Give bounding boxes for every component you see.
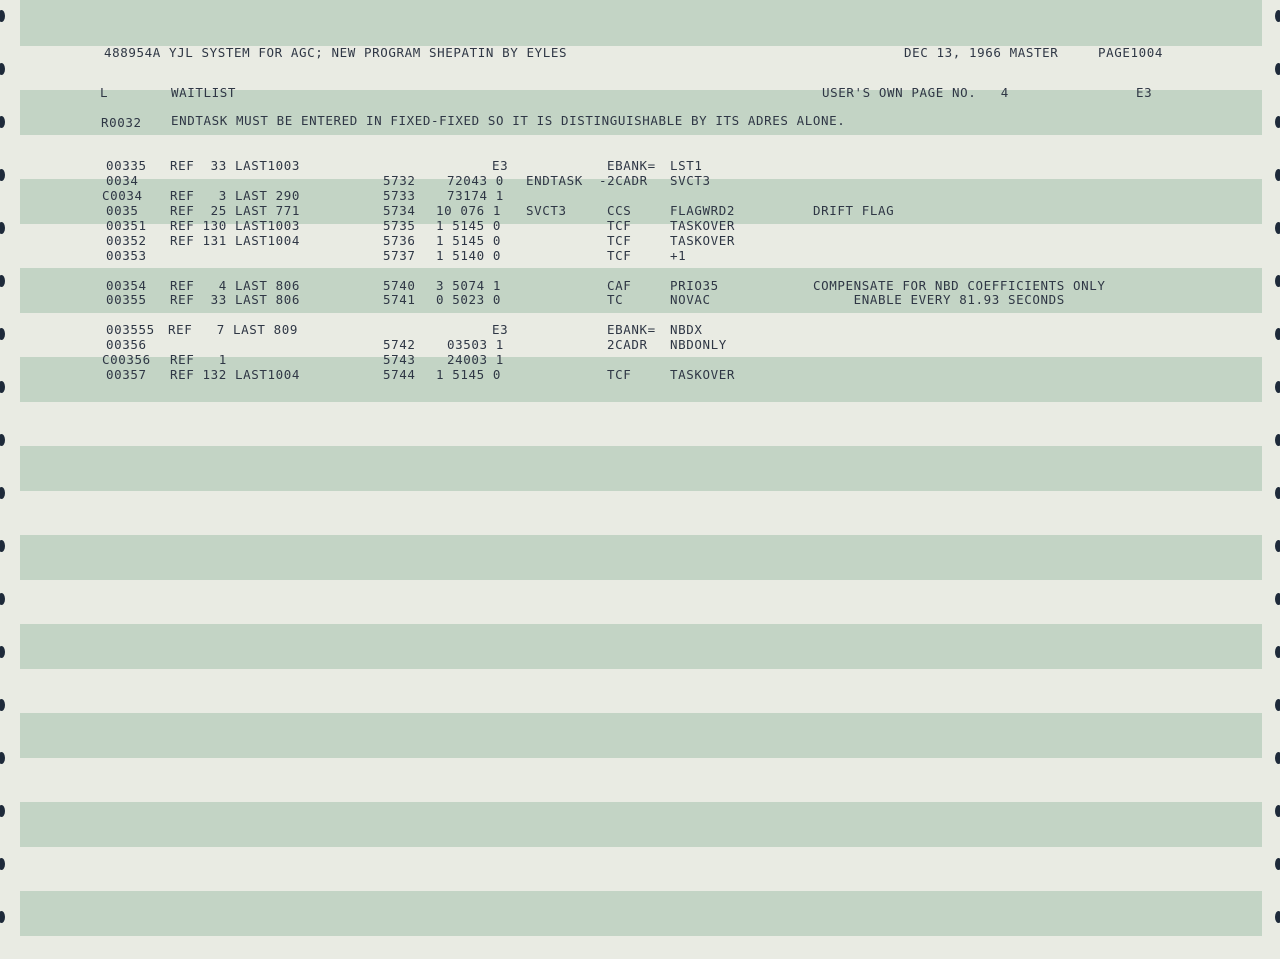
operand: SVCT3 (670, 173, 711, 188)
feed-hole-icon (0, 222, 5, 234)
opcode: TCF (607, 248, 632, 263)
address: 5734 (383, 203, 416, 218)
feed-hole-icon (1275, 858, 1280, 870)
line-number: 00351 (106, 218, 147, 233)
ref-info: REF 132 LAST1004 (170, 367, 301, 382)
comment: DRIFT FLAG (813, 203, 895, 218)
users-page: USER'S OWN PAGE NO. 4 (822, 85, 1009, 100)
machine-word: 3 5074 1 (436, 278, 502, 293)
opcode: CCS (607, 203, 632, 218)
address: 5733 (383, 188, 416, 203)
feed-hole-icon (0, 434, 5, 446)
line-number: 00335 (106, 158, 147, 173)
line-number: 00357 (106, 367, 147, 382)
green-bar (20, 446, 1262, 491)
feed-hole-icon (1275, 752, 1280, 764)
ref-info: REF 3 LAST 290 (170, 188, 301, 203)
feed-hole-icon (0, 487, 5, 499)
feed-hole-icon (0, 328, 5, 340)
address: 5735 (383, 218, 416, 233)
ref-info: REF 7 LAST 809 (168, 322, 299, 337)
column-l: L (100, 85, 109, 100)
machine-word: E3 (492, 322, 509, 337)
feed-hole-icon (0, 646, 5, 658)
address: 5737 (383, 248, 416, 263)
feed-hole-icon (1275, 593, 1280, 605)
feed-hole-icon (0, 116, 5, 128)
feed-hole-icon (1275, 63, 1280, 75)
line-number: C0034 (102, 188, 143, 203)
operand: LST1 (670, 158, 703, 173)
section-title: WAITLIST (171, 85, 237, 100)
feed-hole-icon (1275, 646, 1280, 658)
address: 5736 (383, 233, 416, 248)
feed-hole-icon (0, 805, 5, 817)
green-bar (20, 891, 1262, 936)
operand: TASKOVER (670, 218, 736, 233)
line-number: 00353 (106, 248, 147, 263)
address: 5742 (383, 337, 416, 352)
comment: ENABLE EVERY 81.93 SECONDS (813, 292, 1065, 307)
ref-info: REF 131 LAST1004 (170, 233, 301, 248)
job-title: 488954A YJL SYSTEM FOR AGC; NEW PROGRAM SHEPATIN BY EYLES (104, 45, 568, 60)
line-number: C00356 (102, 352, 151, 367)
line-number: 00356 (106, 337, 147, 352)
machine-word: 1 5145 0 (436, 367, 502, 382)
opcode: TC (607, 292, 624, 307)
address: 5743 (383, 352, 416, 367)
feed-hole-icon (0, 169, 5, 181)
line-number: 003555 (106, 322, 155, 337)
opcode: 2CADR (607, 337, 648, 352)
line-number: 0034 (106, 173, 139, 188)
feed-hole-icon (0, 540, 5, 552)
operand: NBDX (670, 322, 703, 337)
green-bar (20, 713, 1262, 758)
comment: COMPENSATE FOR NBD COEFFICIENTS ONLY (813, 278, 1106, 293)
page-number: PAGE1004 (1098, 45, 1164, 60)
remark-id: R0032 (101, 115, 142, 130)
opcode: TCF (607, 367, 632, 382)
feed-hole-icon (1275, 540, 1280, 552)
address: 5741 (383, 292, 416, 307)
feed-hole-icon (1275, 10, 1280, 22)
ref-info: REF 1 (170, 352, 227, 367)
operand: TASKOVER (670, 367, 736, 382)
feed-hole-icon (0, 699, 5, 711)
machine-word: 10 076 1 (436, 203, 502, 218)
ref-info: REF 130 LAST1003 (170, 218, 301, 233)
ref-info: REF 4 LAST 806 (170, 278, 301, 293)
ref-info: REF 33 LAST 806 (170, 292, 301, 307)
feed-hole-icon (1275, 805, 1280, 817)
feed-hole-icon (1275, 328, 1280, 340)
label: SVCT3 (526, 203, 567, 218)
feed-hole-icon (1275, 169, 1280, 181)
feed-hole-icon (1275, 222, 1280, 234)
feed-hole-icon (0, 858, 5, 870)
feed-hole-icon (1275, 434, 1280, 446)
line-number: 0035 (106, 203, 139, 218)
operand: NBDONLY (670, 337, 727, 352)
green-bar (20, 624, 1262, 669)
machine-word: 03503 1 (447, 337, 504, 352)
date-master: DEC 13, 1966 MASTER (904, 45, 1059, 60)
address: 5732 (383, 173, 416, 188)
operand: PRIO35 (670, 278, 719, 293)
green-bar (20, 802, 1262, 847)
ref-info: REF 25 LAST 771 (170, 203, 301, 218)
address: 5744 (383, 367, 416, 382)
machine-word: E3 (492, 158, 509, 173)
bank-label: E3 (1136, 85, 1153, 100)
operand: FLAGWRD2 (670, 203, 736, 218)
opcode: CAF (607, 278, 632, 293)
feed-hole-icon (0, 752, 5, 764)
feed-hole-icon (0, 381, 5, 393)
label: ENDTASK (526, 173, 583, 188)
feed-hole-icon (1275, 487, 1280, 499)
line-number: 00355 (106, 292, 147, 307)
machine-word: 0 5023 0 (436, 292, 502, 307)
opcode: -2CADR (599, 173, 648, 188)
machine-word: 73174 1 (447, 188, 504, 203)
green-bar (20, 535, 1262, 580)
machine-word: 24003 1 (447, 352, 504, 367)
feed-hole-icon (0, 275, 5, 287)
feed-hole-icon (1275, 911, 1280, 923)
ref-info: REF 33 LAST1003 (170, 158, 301, 173)
machine-word: 72043 0 (447, 173, 504, 188)
operand: TASKOVER (670, 233, 736, 248)
green-bar (20, 0, 1262, 46)
address: 5740 (383, 278, 416, 293)
machine-word: 1 5140 0 (436, 248, 502, 263)
feed-hole-icon (1275, 381, 1280, 393)
feed-hole-icon (0, 593, 5, 605)
machine-word: 1 5145 0 (436, 218, 502, 233)
opcode: TCF (607, 218, 632, 233)
feed-hole-icon (0, 63, 5, 75)
opcode: TCF (607, 233, 632, 248)
operand: +1 (670, 248, 687, 263)
feed-hole-icon (0, 911, 5, 923)
feed-hole-icon (1275, 116, 1280, 128)
line-number: 00352 (106, 233, 147, 248)
remark-text: ENDTASK MUST BE ENTERED IN FIXED-FIXED SO IT IS DISTINGUISHABLE BY ITS ADRES ALONE. (171, 113, 846, 128)
machine-word: 1 5145 0 (436, 233, 502, 248)
line-number: 00354 (106, 278, 147, 293)
opcode: EBANK= (607, 158, 656, 173)
feed-hole-icon (1275, 275, 1280, 287)
feed-hole-icon (0, 10, 5, 22)
operand: NOVAC (670, 292, 711, 307)
feed-hole-icon (1275, 699, 1280, 711)
opcode: EBANK= (607, 322, 656, 337)
